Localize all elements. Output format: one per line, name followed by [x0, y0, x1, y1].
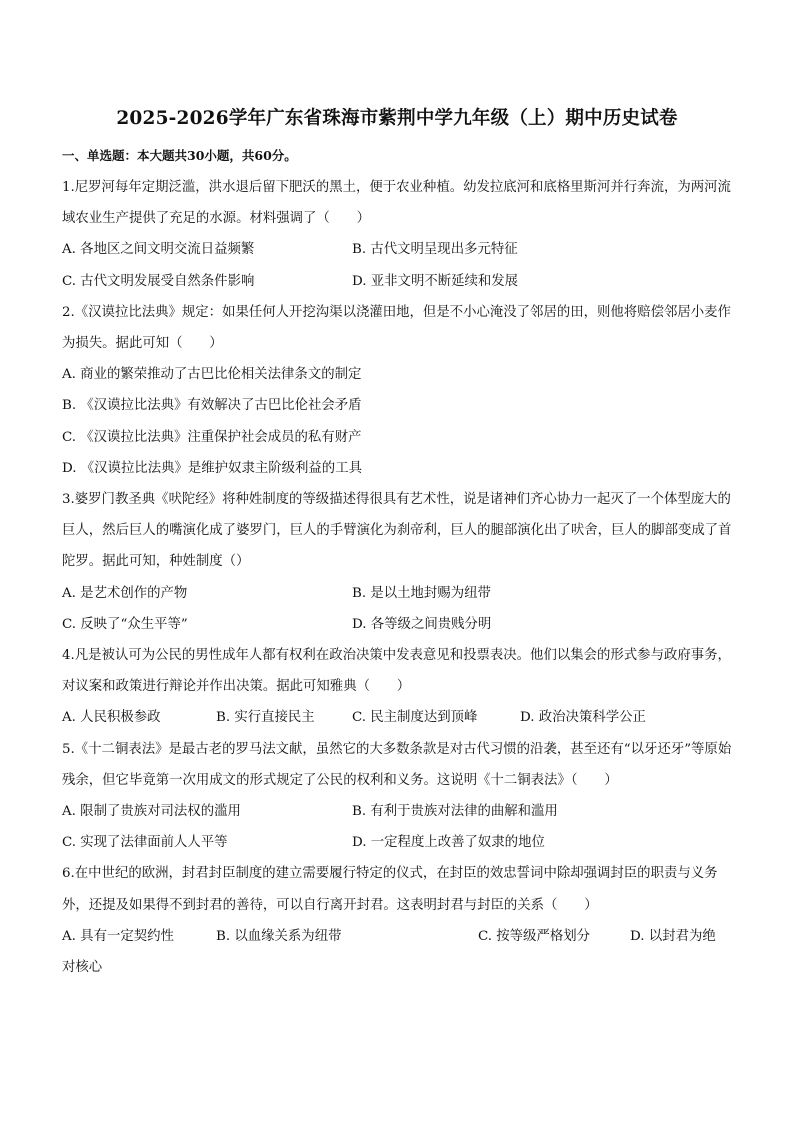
question-1 — [62, 172, 732, 297]
option-d-continuation: 对核心 — [62, 959, 103, 975]
option-c: C. 反映了“众生平等” — [62, 616, 188, 632]
option-c: C. 民主制度达到顶峰 — [352, 710, 478, 726]
question-5 — [62, 734, 732, 859]
option-b: B. 以血缘关系为纽带 — [216, 928, 342, 944]
question-stem: 4.凡是被认可为公民的男性成年人都有权利在政治决策中发表意见和投票表决。他们以集会的形式参与政府事务，对议案和政策进行辩论并作出决策。据此可知雅典（ ） — [62, 647, 731, 695]
question-4 — [62, 640, 732, 734]
option-a: A. 各地区之间文明交流日益频繁 — [62, 242, 255, 258]
question-stem: 1.尼罗河每年定期泛滥，洪水退后留下肥沃的黑土，便于农业种植。幼发拉底河和底格里斯河并行奔流，为两河流域农业生产提供了充足的水源。材料强调了（ ） — [62, 180, 731, 227]
option-c: C. 《汉谟拉比法典》注重保护社会成员的私有财产 — [62, 429, 362, 445]
option-row — [62, 609, 732, 640]
exam-title: 2025-2026学年广东省珠海市紫荆中学九年级（上）期中历史试卷 — [116, 108, 678, 129]
option-row — [62, 234, 732, 265]
question-stem: 3.婆罗门教圣典《吠陀经》将种姓制度的等级描述得很具有艺术性，说是诸神们齐心协力一起灭了一个体型庞大的巨人，然后巨人的嘴演化成了婆罗门，巨人的手臂演化为刹帝利，巨人的腿部演化出了吠舍，巨人的脚部变成了首陀罗。据此可知，种姓制度（） — [62, 491, 732, 570]
question-6 — [62, 858, 732, 983]
option-d: D. 各等级之间贵贱分明 — [352, 616, 492, 632]
question-2 — [62, 297, 732, 484]
option-a: A. 限制了贵族对司法权的滥用 — [62, 803, 241, 819]
option-a: A. 人民积极参政 — [62, 710, 161, 726]
option-d: D. 以封君为绝 — [630, 928, 716, 944]
option-b: B. 有利于贵族对法律的曲解和滥用 — [352, 803, 558, 819]
option-b: B. 实行直接民主 — [216, 710, 315, 726]
option-c: C. 按等级严格划分 — [478, 928, 591, 944]
section-heading: 一、单选题：本大题共30小题，共60分。 — [62, 148, 297, 163]
option-row — [62, 921, 732, 952]
option-row — [62, 702, 732, 733]
question-stem: 5.《十二铜表法》是最古老的罗马法文献，虽然它的大多数条款是对古代习惯的沿袭，甚至还有“以牙还牙”等原始残余，但它毕竟第一次用成文的形式规定了公民的权利和义务。这说明《十二铜表法》（ ） — [62, 741, 732, 788]
option-d: D. 亚非文明不断延续和发展 — [352, 273, 519, 289]
option-b: B. 《汉谟拉比法典》有效解决了古巴比伦社会矛盾 — [62, 398, 362, 414]
question-list — [62, 172, 732, 983]
option-row — [62, 578, 732, 609]
question-stem: 6.在中世纪的欧洲，封君封臣制度的建立需要履行特定的仪式，在封臣的效忠誓词中除却强调封臣的职责与义务外，还提及如果得不到封君的善待，可以自行离开封君。这表明封君与封臣的关系（ ） — [62, 866, 718, 913]
option-a: A. 商业的繁荣推动了古巴比伦相关法律条文的制定 — [62, 367, 362, 383]
option-row — [62, 266, 732, 297]
question-stem: 2.《汉谟拉比法典》规定：如果任何人开挖沟渠以浇灌田地，但是不小心淹没了邻居的田，则他将赔偿邻居小麦作为损失。据此可知（ ） — [62, 304, 731, 351]
option-d: D. 一定程度上改善了奴隶的地位 — [352, 835, 545, 851]
option-b: B. 是以土地封赐为纽带 — [352, 585, 491, 601]
option-a: A. 具有一定契约性 — [62, 928, 174, 944]
option-c: C. 古代文明发展受自然条件影响 — [62, 273, 255, 289]
option-a: A. 是艺术创作的产物 — [62, 585, 188, 601]
option-d: D. 《汉谟拉比法典》是维护奴隶主阶级利益的工具 — [62, 460, 362, 476]
option-row — [62, 827, 732, 858]
question-3 — [62, 484, 732, 640]
option-c: C. 实现了法律面前人人平等 — [62, 835, 228, 851]
option-d: D. 政治决策科学公正 — [520, 710, 646, 726]
option-b: B. 古代文明呈现出多元特征 — [352, 242, 518, 258]
option-row — [62, 796, 732, 827]
